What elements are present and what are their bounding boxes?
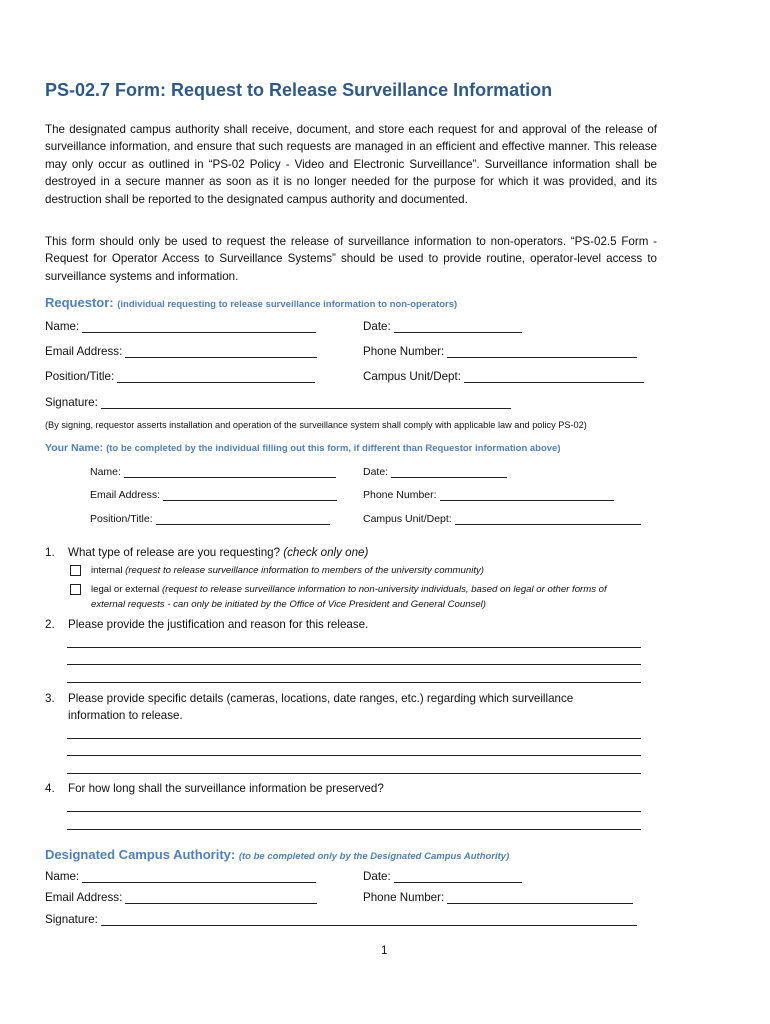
your-phone-field[interactable]: [363, 489, 614, 501]
unit-line[interactable]: [464, 371, 644, 383]
answer-line[interactable]: [67, 755, 641, 756]
signature-label: Signature:: [45, 396, 98, 409]
phone-line[interactable]: [440, 489, 614, 501]
authority-date-field[interactable]: [363, 870, 522, 883]
date-line[interactable]: [394, 321, 522, 333]
question-number: 3.: [45, 692, 55, 705]
question-3: [45, 690, 573, 724]
question-text-cont: information to release.: [68, 709, 183, 722]
requestor-unit-field[interactable]: [363, 370, 644, 383]
email-label: Email Address:: [90, 489, 161, 501]
email-line[interactable]: [163, 489, 337, 501]
phone-label: Phone Number:: [363, 345, 445, 358]
option-description: (request to release surveillance information to members of the university community): [125, 565, 484, 576]
authority-phone-field[interactable]: [363, 891, 633, 904]
signature-line[interactable]: [101, 397, 511, 409]
unit-label: Campus Unit/Dept:: [363, 370, 461, 383]
authority-subheading: (to be completed only by the Designated Campus Authority): [238, 851, 510, 862]
authority-title: Designated Campus Authority:: [45, 847, 236, 862]
requestor-phone-field[interactable]: [363, 345, 637, 358]
email-line[interactable]: [125, 346, 317, 358]
date-line[interactable]: [391, 466, 507, 478]
question-text: Please provide the justification and reason for this release.: [68, 618, 369, 631]
question-text: What type of release are you requesting?: [68, 546, 284, 559]
requestor-email-field[interactable]: [45, 345, 317, 358]
unit-line[interactable]: [455, 513, 641, 525]
phone-line[interactable]: [447, 892, 633, 904]
requestor-position-field[interactable]: [45, 370, 315, 383]
signature-line[interactable]: [101, 914, 637, 926]
requestor-date-field[interactable]: [363, 320, 522, 333]
option-label: legal or external: [91, 584, 162, 595]
answer-line[interactable]: [67, 664, 641, 665]
answer-line[interactable]: [67, 682, 641, 683]
page-title: PS-02.7 Form: Request to Release Surveillance Information: [45, 80, 553, 100]
your-position-field[interactable]: [90, 513, 330, 525]
option-internal[interactable]: [70, 563, 484, 578]
name-line[interactable]: [82, 871, 316, 883]
question-text: Please provide specific details (cameras, locations, date ranges, etc.) regarding which surveillance: [68, 692, 574, 705]
position-label: Position/Title:: [90, 513, 153, 525]
date-label: Date:: [363, 320, 391, 333]
name-label: Name:: [90, 466, 121, 478]
authority-signature-field[interactable]: [45, 913, 637, 926]
answer-line[interactable]: [67, 829, 641, 830]
legal-external-checkbox[interactable]: [70, 584, 81, 595]
option-internal-text: [91, 563, 484, 578]
phone-line[interactable]: [447, 346, 637, 358]
answer-line[interactable]: [67, 811, 641, 812]
question-number: 4.: [45, 782, 55, 795]
authority-name-field[interactable]: [45, 870, 316, 883]
your-date-field[interactable]: [363, 466, 507, 478]
date-line[interactable]: [394, 871, 522, 883]
name-line[interactable]: [124, 466, 336, 478]
question-hint: (check only one): [283, 546, 369, 559]
page-number: 1: [381, 944, 388, 957]
question-2: [45, 616, 368, 633]
unit-label: Campus Unit/Dept:: [363, 513, 452, 525]
intro-paragraph-2: This form should only be used to request the release of surveillance information to non-operators. “PS-02.5 Form - Request for Operator Access to Surveillance Systems” should be used to provide routine, operator-level access to surveillance systems and information.: [45, 235, 657, 283]
question-number: 2.: [45, 618, 55, 631]
your-email-field[interactable]: [90, 489, 337, 501]
answer-line[interactable]: [67, 647, 641, 648]
signature-note: (By signing, requestor asserts installation and operation of the surveillance system shall comply with applicable law and policy PS-02): [45, 420, 587, 430]
your-name-heading: [45, 442, 561, 454]
option-description-cont: external requests - can only be initiated by the Office of Vice President and General Counsel): [91, 599, 486, 610]
your-unit-field[interactable]: [363, 513, 641, 525]
position-line[interactable]: [156, 513, 330, 525]
option-legal-external[interactable]: [70, 582, 607, 612]
email-label: Email Address:: [45, 891, 123, 904]
signature-label: Signature:: [45, 913, 98, 926]
name-label: Name:: [45, 320, 80, 333]
requestor-title: Requestor:: [45, 295, 114, 310]
answer-line[interactable]: [67, 738, 641, 739]
question-4: [45, 780, 384, 797]
requestor-signature-field[interactable]: [45, 396, 511, 409]
your-name-title: Your Name:: [45, 442, 104, 454]
date-label: Date:: [363, 466, 389, 478]
option-label: internal: [91, 565, 126, 576]
answer-line[interactable]: [67, 773, 641, 774]
email-label: Email Address:: [45, 345, 123, 358]
your-name-subheading: (to be completed by the individual filling out this form, if different than Requestor information above): [106, 443, 561, 454]
authority-email-field[interactable]: [45, 891, 317, 904]
question-text: For how long shall the surveillance information be preserved?: [68, 782, 384, 795]
question-1: [45, 544, 368, 561]
position-label: Position/Title:: [45, 370, 115, 383]
name-line[interactable]: [82, 321, 316, 333]
your-name-field[interactable]: [90, 466, 336, 478]
requestor-heading: [45, 295, 457, 310]
phone-label: Phone Number:: [363, 891, 445, 904]
position-line[interactable]: [117, 371, 315, 383]
option-description: (request to release surveillance information to non-university individuals, based on legal or other forms of: [161, 584, 607, 595]
option-legal-text: [91, 582, 607, 612]
authority-heading: [45, 847, 509, 862]
date-label: Date:: [363, 870, 391, 883]
internal-checkbox[interactable]: [70, 565, 81, 576]
intro-paragraph-1: The designated campus authority shall receive, document, and store each request for and approval of the release of surveillance information, and ensure that such requests are managed in an efficient and effective manner. This release may only occur as outlined in “PS-02 Policy - Video and Electronic Surveillance”. Surveillance information shall be destroyed in a secure manner as soon as it is no longer needed for the purpose for which it was provided, and its destruction shall be reported to the designated campus authority and documented.: [45, 123, 657, 206]
requestor-subheading: (individual requesting to release surveillance information to non-operators): [117, 299, 458, 310]
requestor-name-field[interactable]: [45, 320, 316, 333]
phone-label: Phone Number:: [363, 489, 437, 501]
name-label: Name:: [45, 870, 80, 883]
email-line[interactable]: [125, 892, 317, 904]
question-number: 1.: [45, 546, 55, 559]
